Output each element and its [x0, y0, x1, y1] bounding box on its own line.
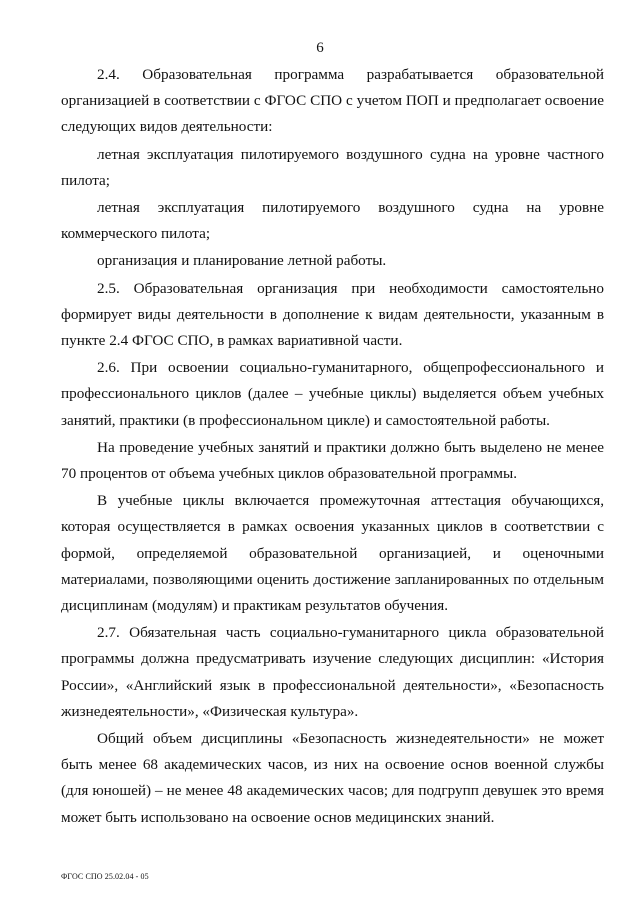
paragraph-attestation: В учебные циклы включается промежуточная аттестация обучающихся, которая осуществляется в рамках освоения указанных циклов в соответствии с формой, определяемой образовательной организацией, и оценочными материалами, позволяющими оценить достижение запланированных по отдельным дисциплинам (модулям) и практикам результатов обучения.: [61, 492, 604, 615]
paragraph-life-safety: Общий объем дисциплины «Безопасность жизнедеятельности» не может быть менее 68 академических часов, из них на освоение основ военной службы (для юношей) – не менее 48 академических часов; для подгрупп девушек это время может быть использовано на освоение основ медицинских знаний.: [61, 730, 604, 826]
paragraph-practice-share: На проведение учебных занятий и практики должно быть выделено не менее 70 процентов от объема учебных циклов образовательной программы.: [61, 438, 604, 483]
list-item-private-pilot: летная эксплуатация пилотируемого воздушного судна на уровне частного пилота;: [61, 145, 604, 189]
paragraph-2-7: 2.7. Обязательная часть социально-гуманитарного цикла образовательной программы должна предусматривать изучение следующих дисциплин: «История России», «Английский язык в профессиональной деятельности», «Безопасность жизнедеятельности», «Физическая культура».: [61, 624, 604, 720]
list-item-commercial-pilot: летная эксплуатация пилотируемого воздушного судна на уровне коммерческого пилота;: [61, 199, 604, 243]
document-body: [61, 62, 604, 831]
page-number: 6: [316, 40, 324, 56]
paragraph-2-4: 2.4. Образовательная программа разрабатывается образовательной организацией в соответствии с ФГОС СПО с учетом ПОП и предполагает освоение следующих видов деятельности:: [61, 66, 604, 136]
paragraph-2-6: 2.6. При освоении социально-гуманитарного, общепрофессионального и профессионального циклов (далее – учебные циклы) выделяется объем учебных занятий, практики (в профессиональном цикле) и самостоятельной работы.: [61, 359, 604, 429]
list-item-flight-planning: организация и планирование летной работы.: [97, 252, 387, 270]
document-footer: ФГОС СПО 25.02.04 - 05: [61, 872, 149, 881]
paragraph-2-5: 2.5. Образовательная организация при необходимости самостоятельно формирует виды деятельности в дополнение к видам деятельности, указанным в пункте 2.4 ФГОС СПО, в рамках вариативной части.: [61, 279, 604, 350]
